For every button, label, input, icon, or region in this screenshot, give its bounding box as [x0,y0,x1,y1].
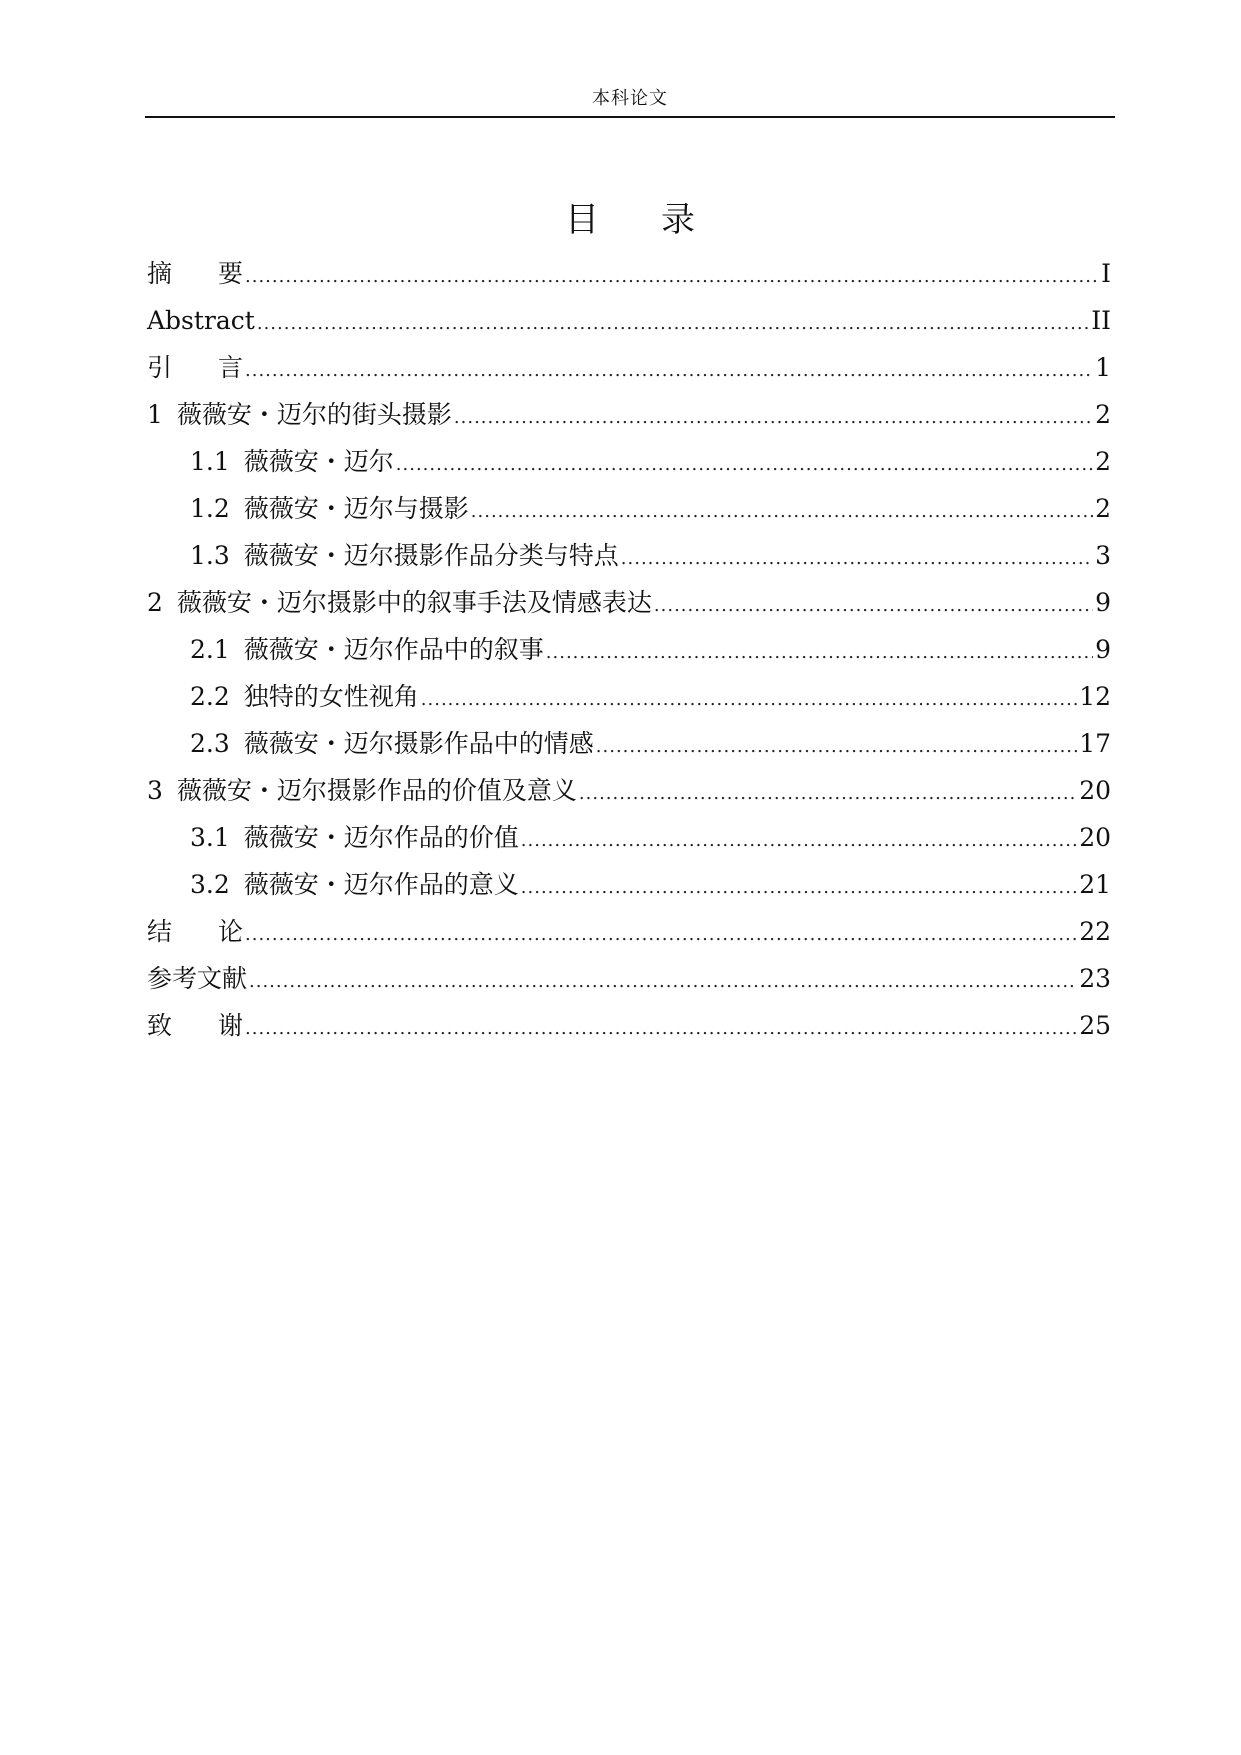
toc-leader-dots [245,253,1099,300]
toc-leader-dots [421,676,1077,723]
toc-entry-label: 薇薇安・迈尔摄影中的叙事手法及情感表达 [176,588,652,617]
toc-entry-number: 2 [147,588,163,617]
toc-leader-dots [249,958,1077,1005]
toc-entry-label: 引言 [147,353,290,382]
toc-entry-label: 独特的女性视角 [243,682,419,711]
toc-entry-section-1-1[interactable] [147,438,1111,485]
toc-entry-page: 12 [1079,682,1111,711]
toc-entry-section-3-1[interactable] [147,814,1111,861]
toc-entry-introduction[interactable] [147,344,1111,391]
toc-entry-page: 3 [1095,541,1111,570]
toc-entry-number: 1 [147,400,163,429]
toc-entry-section-2-1[interactable] [147,626,1111,673]
toc-entry-number: 1.2 [190,494,230,523]
toc-entry-label: 结论 [147,917,290,946]
toc-entry-page: 23 [1079,964,1111,993]
toc-leader-dots [471,488,1093,535]
toc-leader-dots [521,817,1077,864]
toc-entry-page: 22 [1079,917,1111,946]
toc-entry-chapter-3[interactable] [147,767,1111,814]
toc-entry-references[interactable] [147,955,1111,1002]
toc-entry-label: 参考文献 [147,964,248,993]
running-title: 本科论文 [592,88,668,109]
toc-entry-label: 薇薇安・迈尔摄影作品分类与特点 [243,541,619,570]
toc-entry-label: Abstract [147,306,255,335]
toc-leader-dots [454,394,1093,441]
toc-entry-section-2-2[interactable] [147,673,1111,720]
toc-entry-page: 9 [1095,635,1111,664]
toc-entry-page: 2 [1095,447,1111,476]
toc-leader-dots [245,1005,1077,1052]
running-header [145,86,1115,118]
toc-entry-page: 1 [1095,353,1111,382]
toc-entry-number: 3.2 [190,870,230,899]
toc-entry-page: 17 [1079,729,1111,758]
toc-entry-chapter-1[interactable] [147,391,1111,438]
toc-entry-page: 2 [1095,494,1111,523]
toc-entry-number: 1.3 [190,541,230,570]
toc-entry-section-3-2[interactable] [147,861,1111,908]
toc-entry-label: 薇薇安・迈尔的街头摄影 [176,400,452,429]
toc-entry-label: 薇薇安・迈尔作品的意义 [243,870,519,899]
toc-entry-label: 薇薇安・迈尔摄影作品的价值及意义 [176,776,577,805]
toc-leader-dots [621,535,1093,582]
toc-leader-dots [654,582,1093,629]
toc-entry-label: 摘要 [147,259,290,288]
toc-entry-acknowledgements[interactable] [147,1002,1111,1049]
toc-entry-label: 薇薇安・迈尔作品的价值 [243,823,519,852]
toc-leader-dots [579,770,1077,817]
toc-entry-label: 薇薇安・迈尔 [243,447,394,476]
toc-leader-dots [396,441,1093,488]
toc-entry-section-1-2[interactable] [147,485,1111,532]
toc-title [145,198,1115,242]
toc-leader-dots [257,300,1089,347]
toc-entry-number: 2.2 [190,682,230,711]
toc-entry-number: 2.3 [190,729,230,758]
toc-entry-label: 致谢 [147,1011,290,1040]
toc-entry-number: 3.1 [190,823,230,852]
table-of-contents [147,250,1111,1049]
toc-leader-dots [546,629,1093,676]
toc-entry-label: 薇薇安・迈尔摄影作品中的情感 [243,729,594,758]
toc-entry-page: 2 [1095,400,1111,429]
toc-entry-page: 25 [1079,1011,1111,1040]
toc-entry-page: 9 [1095,588,1111,617]
toc-leader-dots [521,864,1077,911]
toc-leader-dots [245,911,1077,958]
toc-title-part1: 目 [565,200,599,240]
toc-entry-number: 2.1 [190,635,230,664]
toc-leader-dots [245,347,1093,394]
toc-entry-page: 20 [1079,823,1111,852]
toc-entry-page: I [1101,259,1111,288]
toc-entry-number: 1.1 [190,447,230,476]
toc-entry-label: 薇薇安・迈尔作品中的叙事 [243,635,544,664]
toc-entry-number: 3 [147,776,163,805]
toc-entry-abstract-en[interactable] [147,297,1111,344]
toc-entry-section-1-3[interactable] [147,532,1111,579]
toc-entry-page: 20 [1079,776,1111,805]
toc-entry-chapter-2[interactable] [147,579,1111,626]
toc-entry-page: 21 [1079,870,1111,899]
toc-entry-page: II [1091,306,1111,335]
toc-entry-conclusion[interactable] [147,908,1111,955]
toc-leader-dots [596,723,1077,770]
toc-title-part2: 录 [661,200,695,240]
toc-entry-section-2-3[interactable] [147,720,1111,767]
toc-entry-abstract-cn[interactable] [147,250,1111,297]
toc-entry-label: 薇薇安・迈尔与摄影 [243,494,469,523]
